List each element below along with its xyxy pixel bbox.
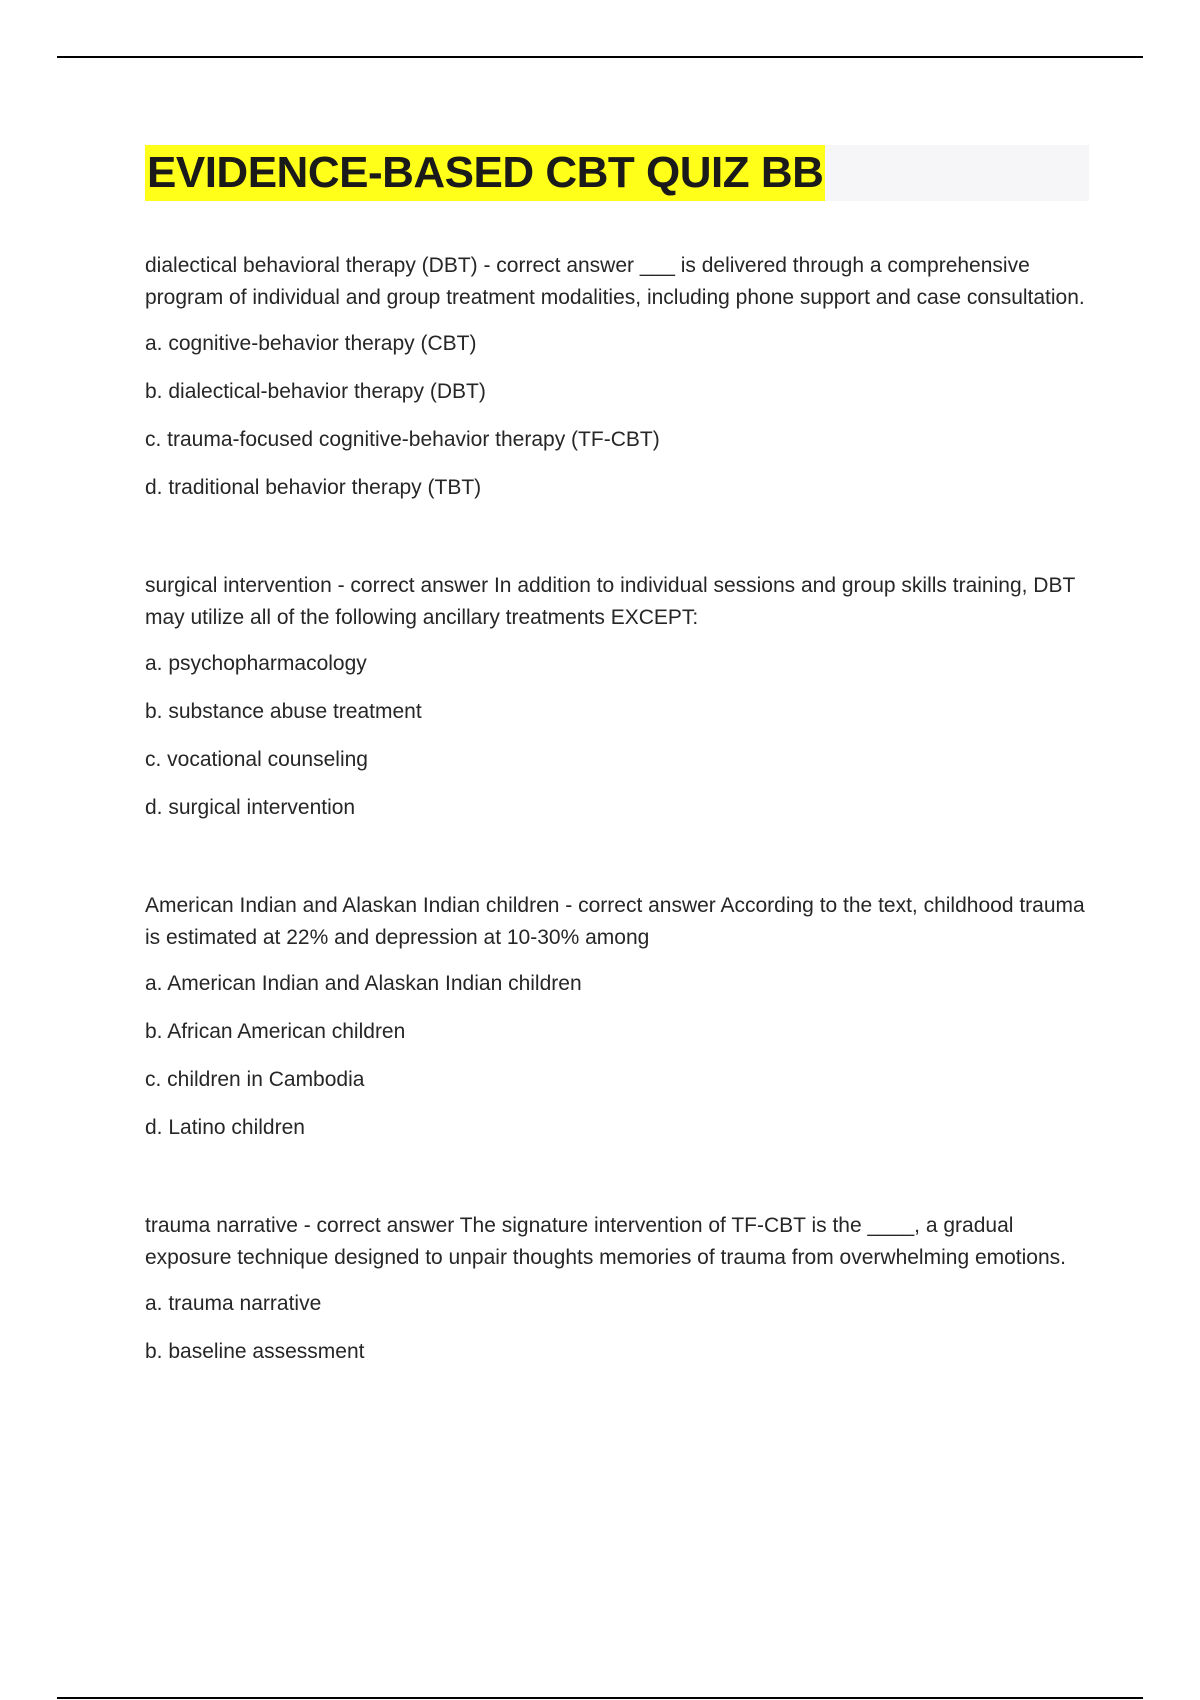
- answer-option: a. American Indian and Alaskan Indian children: [145, 972, 582, 995]
- question-text: trauma narrative - correct answer The signature intervention of TF-CBT is the ____, a gradual exposure technique designed to unpair thoughts memories of trauma from overwhelming emotions.: [145, 1214, 1066, 1269]
- question-block-4: [145, 1210, 1090, 1368]
- answer-option: a. trauma narrative: [145, 1292, 322, 1315]
- answer-option: b. substance abuse treatment: [145, 700, 422, 723]
- bottom-rule: [57, 1697, 1143, 1699]
- question-text: surgical intervention - correct answer In addition to individual sessions and group skills training, DBT may utilize all of the following ancillary treatments EXCEPT:: [145, 574, 1075, 629]
- answer-option: c. children in Cambodia: [145, 1068, 365, 1091]
- question-block-1: [145, 250, 1090, 504]
- spacer: [145, 840, 1090, 890]
- spacer: [145, 1160, 1090, 1210]
- answer-option: d. Latino children: [145, 1116, 305, 1139]
- answer-option: d. traditional behavior therapy (TBT): [145, 476, 482, 499]
- top-rule: [57, 56, 1143, 58]
- question-block-3: [145, 890, 1090, 1144]
- answer-option: c. vocational counseling: [145, 748, 368, 771]
- answer-option: b. baseline assessment: [145, 1340, 365, 1363]
- answer-option: d. surgical intervention: [145, 796, 356, 819]
- spacer: [145, 520, 1090, 570]
- answer-option: b. dialectical-behavior therapy (DBT): [145, 380, 486, 403]
- question-block-2: [145, 570, 1090, 824]
- answer-option: b. African American children: [145, 1020, 406, 1043]
- question-text: American Indian and Alaskan Indian children - correct answer According to the text, childhood trauma is estimated at 22% and depression at 10-30% among: [145, 894, 1085, 949]
- answer-option: c. trauma-focused cognitive-behavior therapy (TF-CBT): [145, 428, 660, 451]
- document-title: EVIDENCE-BASED CBT QUIZ BB: [145, 145, 825, 201]
- answer-option: a. psychopharmacology: [145, 652, 367, 675]
- quiz-content: [145, 250, 1090, 1384]
- answer-option: a. cognitive-behavior therapy (CBT): [145, 332, 477, 355]
- question-text: dialectical behavioral therapy (DBT) - correct answer ___ is delivered through a comprehensive program of individual and group treatment modalities, including phone support and case consultation.: [145, 254, 1085, 309]
